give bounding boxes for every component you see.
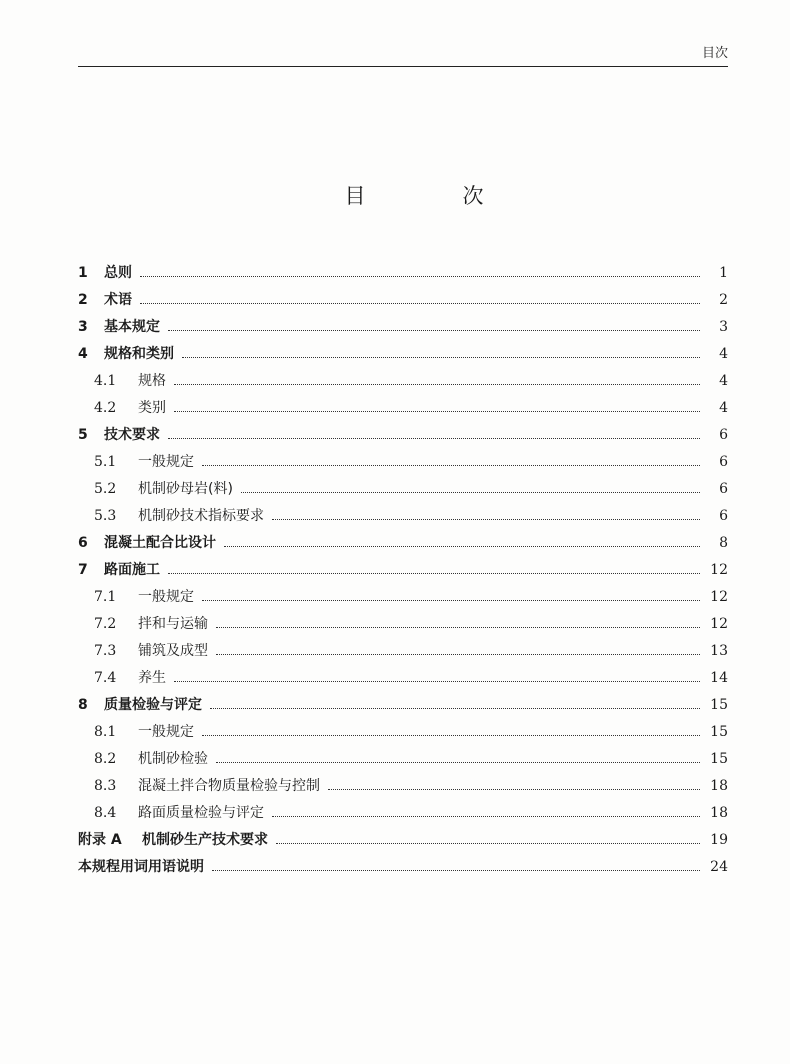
toc-entry-number: 7.2 [94,616,117,632]
toc-entry-page: 6 [719,508,728,524]
toc-entry[interactable] [78,586,728,613]
toc-leader-dots [224,545,700,547]
toc-entry-number: 5 [78,427,88,443]
toc-entry[interactable] [78,775,728,802]
toc-entry-number: 8.1 [94,724,117,740]
toc-entry-page: 12 [710,616,728,632]
toc-entry-label: 养生 [138,670,166,686]
toc-entry-number: 2 [78,292,88,308]
toc-entry-page: 6 [719,481,728,497]
toc-entry-label: 拌和与运输 [138,616,208,632]
toc-entry-number: 5.1 [94,454,117,470]
toc-entry-number: 8.3 [94,778,117,794]
toc-leader-dots [202,734,700,736]
toc-entry-label: 一般规定 [138,589,194,605]
toc-leader-dots [168,572,700,574]
toc-entry-label: 技术要求 [104,427,160,443]
toc-entry-label: 一般规定 [138,454,194,470]
toc-entry[interactable] [78,289,728,316]
toc-entry-page: 8 [719,535,728,551]
toc-entry[interactable] [78,694,728,721]
toc-entry-page: 14 [710,670,728,686]
toc-entry-label: 路面施工 [104,562,160,578]
toc-entry-number: 5.3 [94,508,117,524]
toc-entry-page: 4 [719,400,728,416]
toc-entry-page: 18 [710,805,728,821]
toc-entry-number: 6 [78,535,88,551]
toc-entry-page: 3 [719,319,728,335]
toc-leader-dots [328,788,700,790]
toc-entry-label: 机制砂生产技术要求 [142,832,268,848]
toc-leader-dots [210,707,700,709]
toc-entry[interactable] [78,478,728,505]
toc-leader-dots [202,599,700,601]
toc-entry-page: 15 [710,724,728,740]
toc-leader-dots [212,869,700,871]
toc-entry[interactable] [78,613,728,640]
toc-entry[interactable] [78,424,728,451]
toc-entry-page: 4 [719,373,728,389]
toc-entry-page: 19 [710,832,728,848]
toc-leader-dots [276,842,700,844]
toc-entry-label: 质量检验与评定 [104,697,202,713]
toc-entry[interactable] [78,667,728,694]
toc-entry-label: 本规程用词用语说明 [78,859,204,875]
toc-entry-label: 总则 [104,265,132,281]
toc-leader-dots [216,653,700,655]
toc-entry-page: 18 [710,778,728,794]
toc-entry-number: 7 [78,562,88,578]
toc-entry-page: 12 [710,589,728,605]
toc-entry[interactable] [78,316,728,343]
toc-entry[interactable] [78,451,728,478]
toc-entry-number: 4 [78,346,88,362]
toc-entry-label: 基本规定 [104,319,160,335]
toc-entry[interactable] [78,559,728,586]
toc-entry-page: 6 [719,427,728,443]
toc-entry-page: 1 [719,265,728,281]
toc-entry-label: 机制砂技术指标要求 [138,508,264,524]
toc-entry[interactable] [78,505,728,532]
toc-entry-number: 8.2 [94,751,117,767]
toc-leader-dots [272,518,700,520]
toc-leader-dots [174,383,700,385]
page-title: 目 次 [344,184,522,208]
toc-entry-number: 7.3 [94,643,117,659]
toc-entry-number: 5.2 [94,481,117,497]
toc-entry-label: 一般规定 [138,724,194,740]
toc-entry-number: 8 [78,697,88,713]
toc-entry-label: 术语 [104,292,132,308]
toc-leader-dots [140,302,700,304]
toc-entry-page: 2 [719,292,728,308]
toc-entry[interactable] [78,802,728,829]
toc-entry-page: 12 [710,562,728,578]
toc-entry-page: 6 [719,454,728,470]
toc-leader-dots [140,275,700,277]
toc-entry[interactable] [78,721,728,748]
page-header [78,42,728,67]
toc-entry[interactable] [78,397,728,424]
toc-leader-dots [174,680,700,682]
toc-leader-dots [272,815,700,817]
toc-leader-dots [216,761,700,763]
running-title: 目次 [701,46,728,61]
toc-entry-page: 15 [710,751,728,767]
toc-entry-label: 规格和类别 [104,346,174,362]
toc-leader-dots [182,356,700,358]
toc-entry-number: 7.4 [94,670,117,686]
toc-entry[interactable] [78,748,728,775]
toc-entry-number: 8.4 [94,805,117,821]
toc-entry[interactable] [78,262,728,289]
toc-entry-page: 24 [710,859,728,875]
toc-entry[interactable] [78,856,728,883]
toc-entry-label: 机制砂母岩(料) [138,481,233,497]
toc-entry-page: 15 [710,697,728,713]
toc-leader-dots [241,491,700,493]
toc-entry-number: 7.1 [94,589,117,605]
toc-entry-number: 4.2 [94,400,117,416]
table-of-contents [78,262,728,883]
toc-entry-label: 混凝土拌合物质量检验与控制 [138,778,320,794]
toc-entry-number: 3 [78,319,88,335]
toc-entry-label: 铺筑及成型 [138,643,208,659]
toc-entry-label: 机制砂检验 [138,751,208,767]
toc-entry[interactable] [78,640,728,667]
toc-entry-label: 路面质量检验与评定 [138,805,264,821]
toc-entry-page: 4 [719,346,728,362]
toc-leader-dots [216,626,700,628]
toc-entry[interactable] [78,370,728,397]
toc-entry-number: 4.1 [94,373,117,389]
toc-entry-label: 类别 [138,400,166,416]
toc-entry[interactable] [78,829,728,856]
toc-leader-dots [168,329,700,331]
toc-entry[interactable] [78,343,728,370]
toc-leader-dots [168,437,700,439]
toc-entry[interactable] [78,532,728,559]
toc-entry-number: 1 [78,265,88,281]
toc-entry-number: 附录 A [78,832,122,848]
toc-entry-label: 混凝土配合比设计 [104,535,216,551]
toc-entry-page: 13 [710,643,728,659]
toc-entry-label: 规格 [138,373,166,389]
toc-leader-dots [202,464,700,466]
toc-leader-dots [174,410,700,412]
